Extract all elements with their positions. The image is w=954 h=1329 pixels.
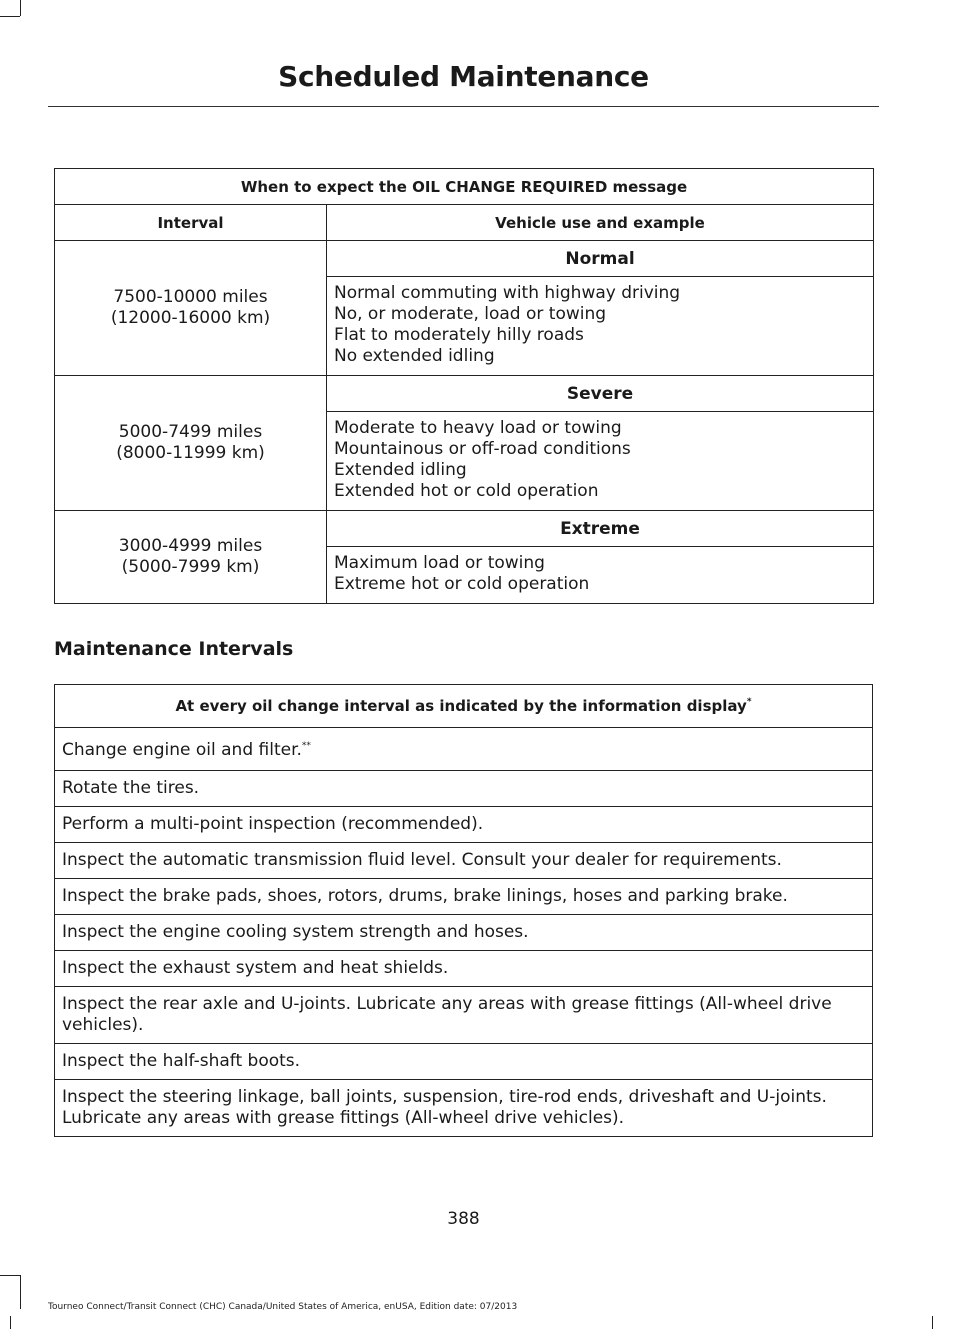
- table-row: [55, 1080, 873, 1137]
- crop-mark-bottom-left-tick: [10, 1316, 11, 1329]
- maintenance-item: Inspect the exhaust system and heat shields.: [55, 951, 873, 987]
- crop-mark-bottom-left-v: [20, 1275, 21, 1309]
- table-row: [55, 807, 873, 843]
- category-label: Severe: [327, 376, 874, 412]
- interval-miles: 5000-7499 miles: [118, 422, 263, 442]
- maintenance-item: Inspect the steering linkage, ball joints, suspension, tire-rod ends, driveshaft and U-joints. Lubricate any areas with grease fittings (All-wheel drive vehicles).: [55, 1080, 873, 1137]
- table-row: [55, 241, 874, 277]
- interval-cell: [55, 241, 327, 376]
- oil-table-header-row: [55, 205, 874, 241]
- table-row: [55, 915, 873, 951]
- category-label: Extreme: [327, 511, 874, 547]
- crop-mark-top-left-h: [0, 16, 20, 17]
- table-row: [55, 728, 873, 771]
- table-row: [55, 879, 873, 915]
- table-row: [55, 771, 873, 807]
- interval-miles: 3000-4999 miles: [118, 536, 263, 556]
- crop-mark-bottom-right-tick: [932, 1316, 933, 1329]
- example-list: [327, 547, 874, 604]
- oil-table-caption-row: [55, 169, 874, 205]
- table-row: [55, 511, 874, 547]
- maintenance-header-row: [55, 685, 873, 728]
- interval-km: (5000-7999 km): [121, 557, 260, 577]
- list-item: Moderate to heavy load or towing: [334, 418, 622, 438]
- maintenance-item: [55, 728, 873, 771]
- table-row: [55, 843, 873, 879]
- maintenance-item: Inspect the engine cooling system strength and hoses.: [55, 915, 873, 951]
- maintenance-item: Rotate the tires.: [55, 771, 873, 807]
- oil-table-caption: When to expect the OIL CHANGE REQUIRED message: [55, 169, 874, 205]
- interval-cell: [55, 511, 327, 604]
- list-item: No extended idling: [334, 346, 495, 366]
- interval-miles: 7500-10000 miles: [113, 287, 268, 307]
- header-text: At every oil change interval as indicated by the information display: [175, 697, 747, 715]
- table-row: [55, 951, 873, 987]
- example-list: [327, 412, 874, 511]
- footnote-mark: *: [746, 697, 752, 707]
- list-item: No, or moderate, load or towing: [334, 304, 607, 324]
- maintenance-table-header: [55, 685, 873, 728]
- column-header-interval: Interval: [55, 205, 327, 241]
- section-heading: Maintenance Intervals: [54, 638, 294, 660]
- list-item: Extended hot or cold operation: [334, 481, 599, 501]
- list-item: Maximum load or towing: [334, 553, 545, 573]
- table-row: [55, 987, 873, 1044]
- column-header-vehicle-use: Vehicle use and example: [327, 205, 874, 241]
- oil-change-table: [54, 168, 874, 604]
- table-row: [55, 376, 874, 412]
- interval-km: (12000-16000 km): [110, 308, 271, 328]
- interval-cell: [55, 376, 327, 511]
- list-item: Normal commuting with highway driving: [334, 283, 681, 303]
- list-item: Extended idling: [334, 460, 467, 480]
- title-divider: [48, 106, 879, 107]
- list-item: Extreme hot or cold operation: [334, 574, 590, 594]
- maintenance-item: Perform a multi-point inspection (recommended).: [55, 807, 873, 843]
- crop-mark-top-left-v: [20, 0, 21, 16]
- category-label: Normal: [327, 241, 874, 277]
- table-row: [55, 1044, 873, 1080]
- page-number: 388: [447, 1209, 480, 1229]
- maintenance-item: Inspect the rear axle and U-joints. Lubricate any areas with grease fittings (All-wheel drive vehicles).: [55, 987, 873, 1044]
- interval-km: (8000-11999 km): [116, 443, 265, 463]
- footnote-mark: **: [301, 741, 311, 751]
- item-text: Change engine oil and filter.: [62, 740, 302, 760]
- list-item: Flat to moderately hilly roads: [334, 325, 584, 345]
- list-item: Mountainous or off-road conditions: [334, 439, 631, 459]
- page-title: Scheduled Maintenance: [278, 60, 649, 93]
- crop-mark-bottom-left-h: [0, 1275, 20, 1276]
- maintenance-item: Inspect the half-shaft boots.: [55, 1044, 873, 1080]
- maintenance-table: [54, 684, 873, 1137]
- footer-edition-note: Tourneo Connect/Transit Connect (CHC) Canada/United States of America, enUSA, Edition date: 07/2013: [48, 1302, 518, 1312]
- maintenance-item: Inspect the automatic transmission fluid level. Consult your dealer for requirements.: [55, 843, 873, 879]
- maintenance-item: Inspect the brake pads, shoes, rotors, drums, brake linings, hoses and parking brake.: [55, 879, 873, 915]
- example-list: [327, 277, 874, 376]
